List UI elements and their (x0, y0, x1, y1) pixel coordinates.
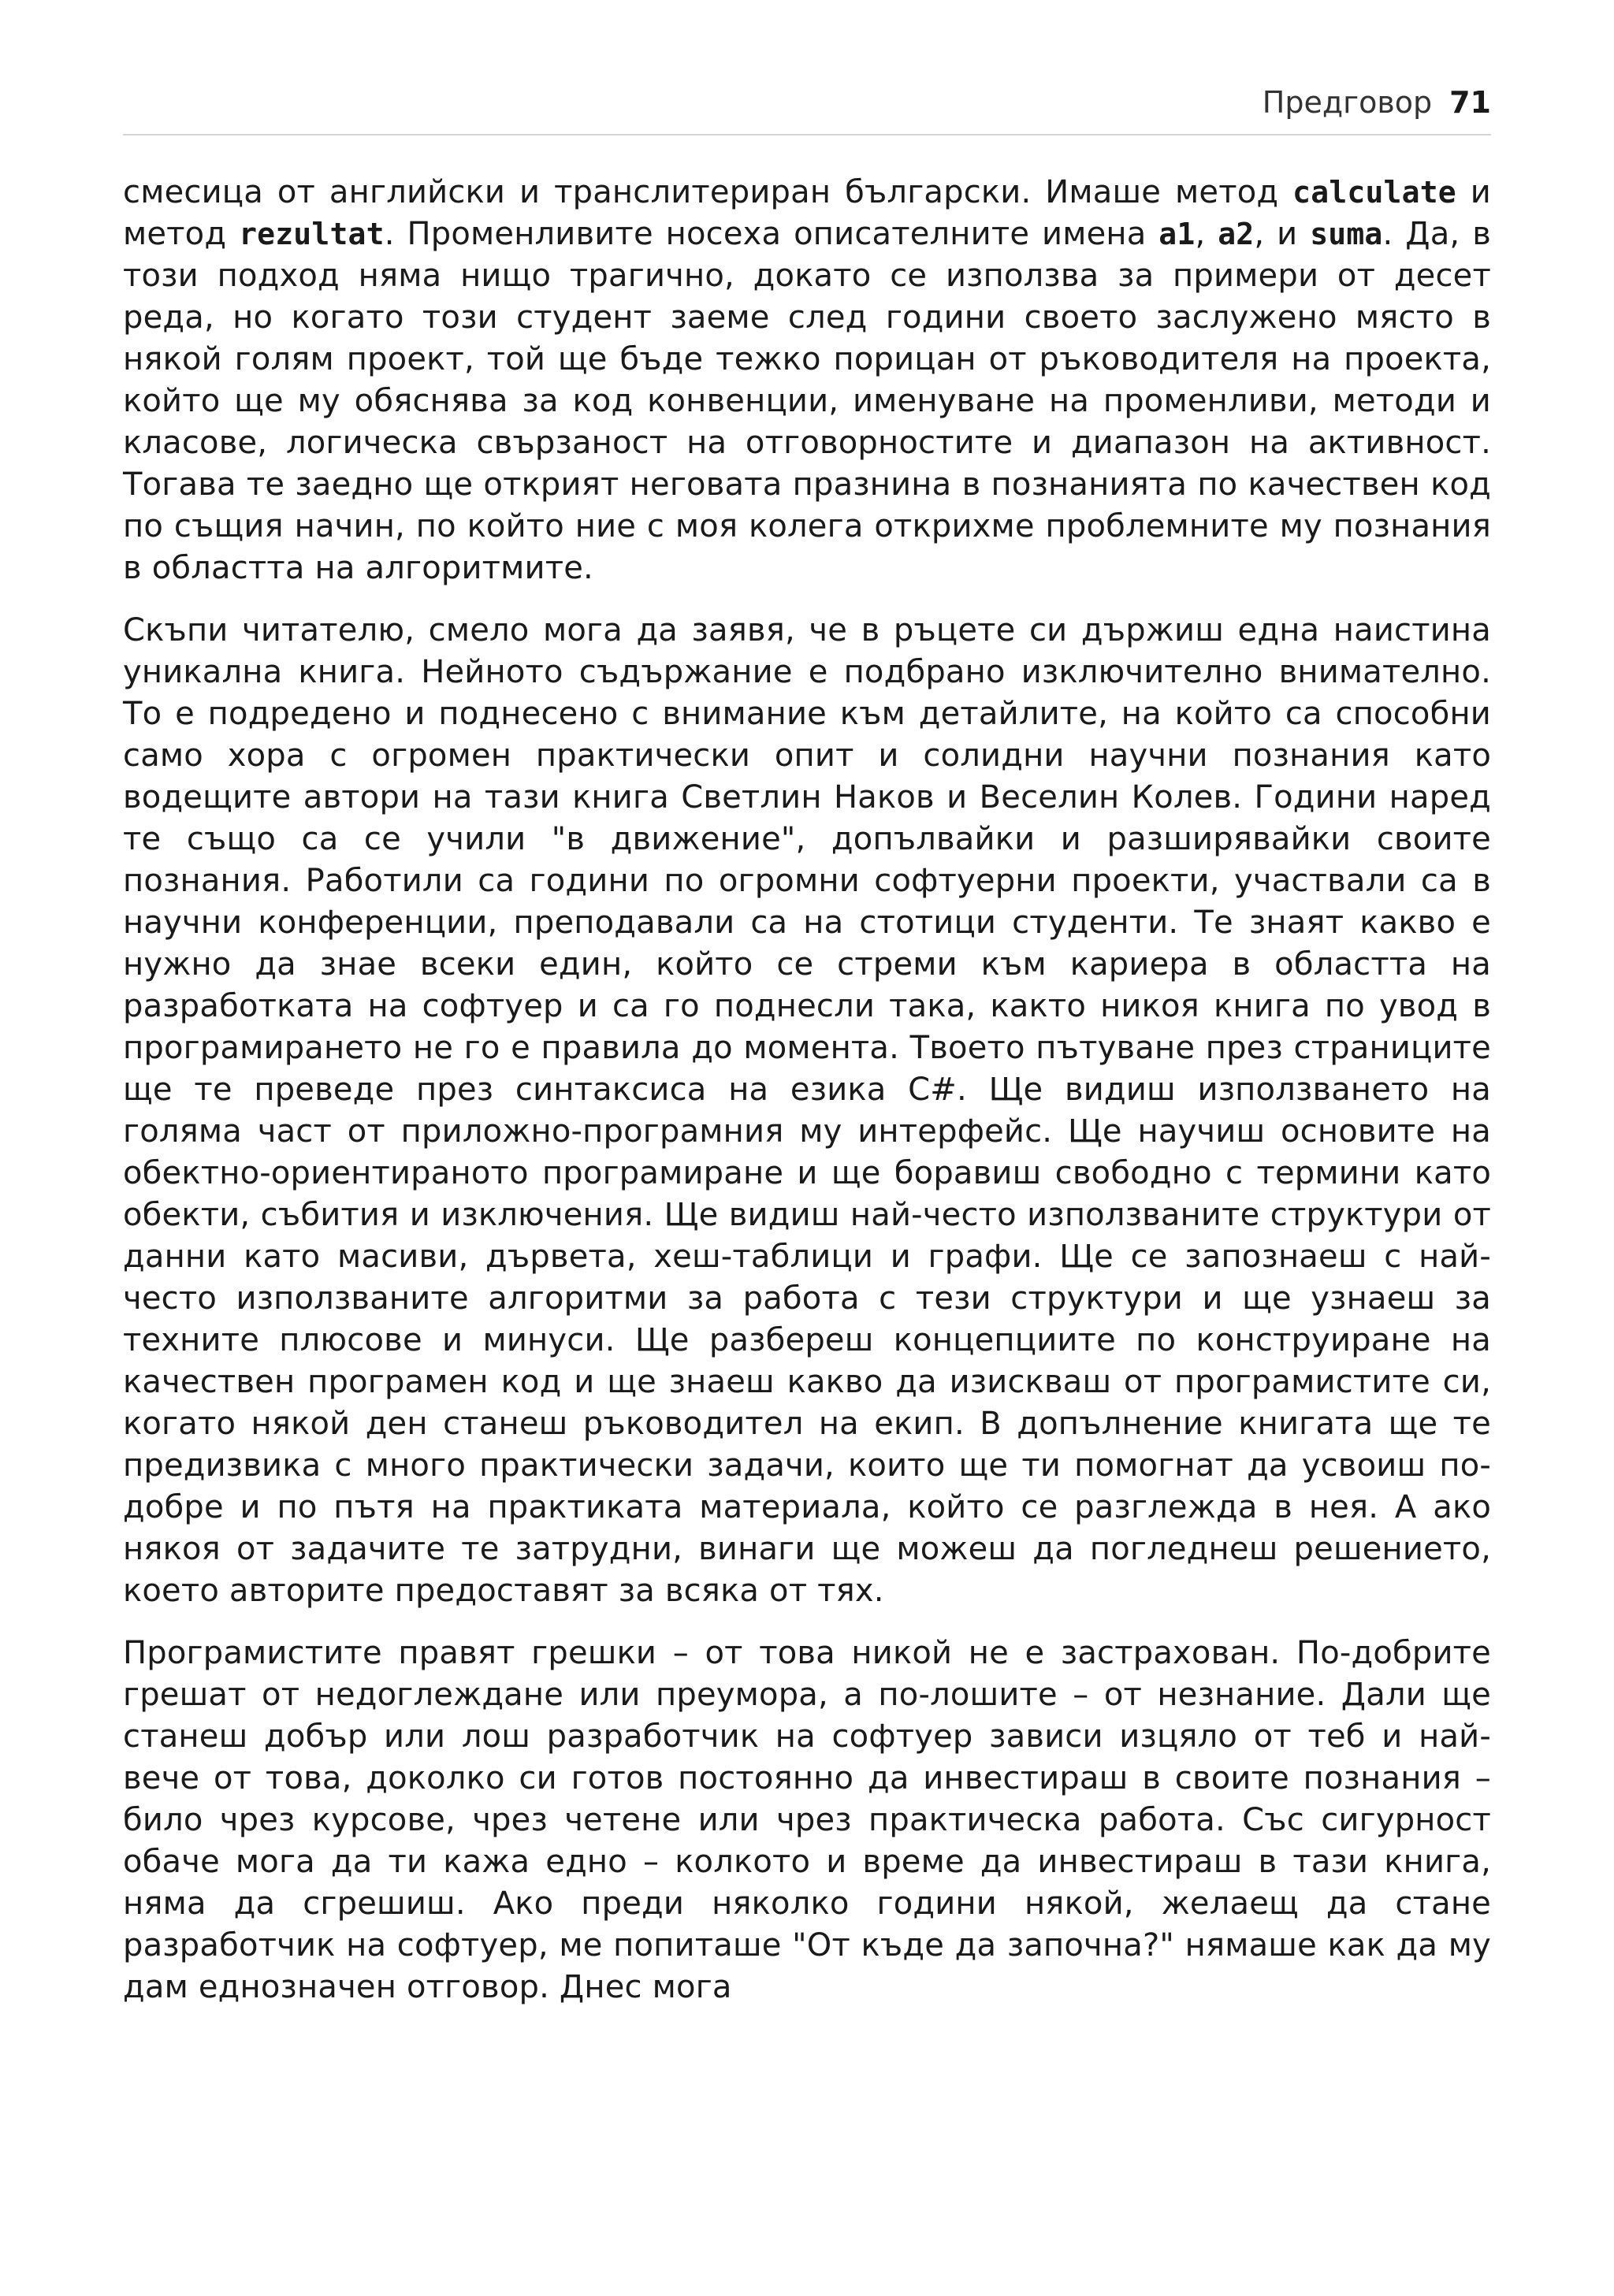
code-calculate: calculate (1292, 175, 1456, 210)
paragraph-1-text-4: , (1195, 216, 1218, 252)
paragraph-1-text-5: , и (1254, 216, 1311, 252)
section-title: Предговор (1262, 85, 1433, 120)
paragraph-2: Скъпи читателю, смело мога да заявя, че в ръцете си държиш една наистина уникална книга. Нейното съдържание е подбрано изключително внимателно. То е подредено и поднесено с внимание към детайлите, на който са способни само хора с огромен практически опит и солидни научни познания като водещите автори на тази книга Светлин Наков и Веселин Колев. Години наред те също са се учили "в движение", допълвайки и разширявайки своите познания. Работили са години по огромни софтуерни проекти, участвали са в научни конференции, преподавали са на стотици студенти. Те знаят какво е нужно да знае всеки един, който се стреми към кариера в областта на разработката на софтуер и са го поднесли така, както никоя книга по увод в програмирането не го е правила до момента. Твоето пътуване през страниците ще те преведе през синтаксиса на езика C#. Ще видиш използването на голяма част от приложно-програмния му интерфейс. Ще научиш основите на обектно-ориентираното програмиране и ще боравиш свободно с термини като обекти, събития и изключения. Ще видиш най-често използваните структури от данни като масиви, дървета, хеш-таблици и графи. Ще се запознаеш с най-често използваните алгоритми за работа с тези структури и ще узнаеш за техните плюсове и минуси. Ще разбереш концепциите по конструиране на качествен програмен код и ще знаеш какво да изискваш от програмистите си, когато някой ден станеш ръководител на екип. В допълнение книгата ще те предизвика с много практически задачи, които ще ти помогнат да усвоиш по-добре и по пътя на практиката материала, който се разглежда в нея. А ако някоя от задачите те затрудни, винаги ще можеш да погледнеш решението, което авторите предоставят за всяка от тях. (123, 612, 1491, 1609)
page-number: 71 (1449, 85, 1491, 120)
code-a2: a2 (1218, 217, 1255, 251)
code-a1: a1 (1158, 217, 1196, 251)
paragraph-1-text-6: . Да, в този подход няма нищо трагично, докато се използва за примери от десет реда, но когато този студент заеме след години своето заслужено място в някой голям проект, той ще бъде тежко порицан от ръководителя на проекта, който ще му обяснява за код конвенции, именуване на променливи, методи и класове, логическа свързаност на отговорностите и диапазон на активност. Тогава те заедно ще открият неговата празнина в познанията по качествен код по същия начин, по който ние с моя колега открихме проблемните му познания в областта на алгоритмите. (123, 216, 1491, 586)
code-suma: suma (1310, 217, 1383, 251)
code-rezultat: rezultat (239, 217, 385, 251)
paragraph-1-text-2: и метод (123, 174, 1491, 252)
paragraph-1-text-1: смесица от английски и транслитериран български. Имаше метод (123, 174, 1293, 210)
paragraph-1-text-3: . Променливите носеха описателните имена (384, 216, 1159, 252)
running-header (123, 79, 1491, 136)
paragraph-3: Програмистите правят грешки – от това никой не е застрахован. По-добрите грешат от недоглеждане или преумора, а по-лошите – от незнание. Дали ще станеш добър или лош разработчик на софтуер зависи изцяло от теб и най-вече от това, доколко си готов постоянно да инвестираш в своите познания – било чрез курсове, чрез четене или чрез практическа работа. Със сигурност обаче мога да ти кажа едно – колкото и време да инвестираш в тази книга, няма да сгрешиш. Ако преди няколко години някой, желаещ да стане разработчик на софтуер, ме попиташе "От къде да започна?" нямаше как да му дам еднозначен отговор. Днес мога (123, 1635, 1491, 2005)
paragraph-1 (123, 172, 1491, 589)
page-body (123, 172, 1491, 2029)
